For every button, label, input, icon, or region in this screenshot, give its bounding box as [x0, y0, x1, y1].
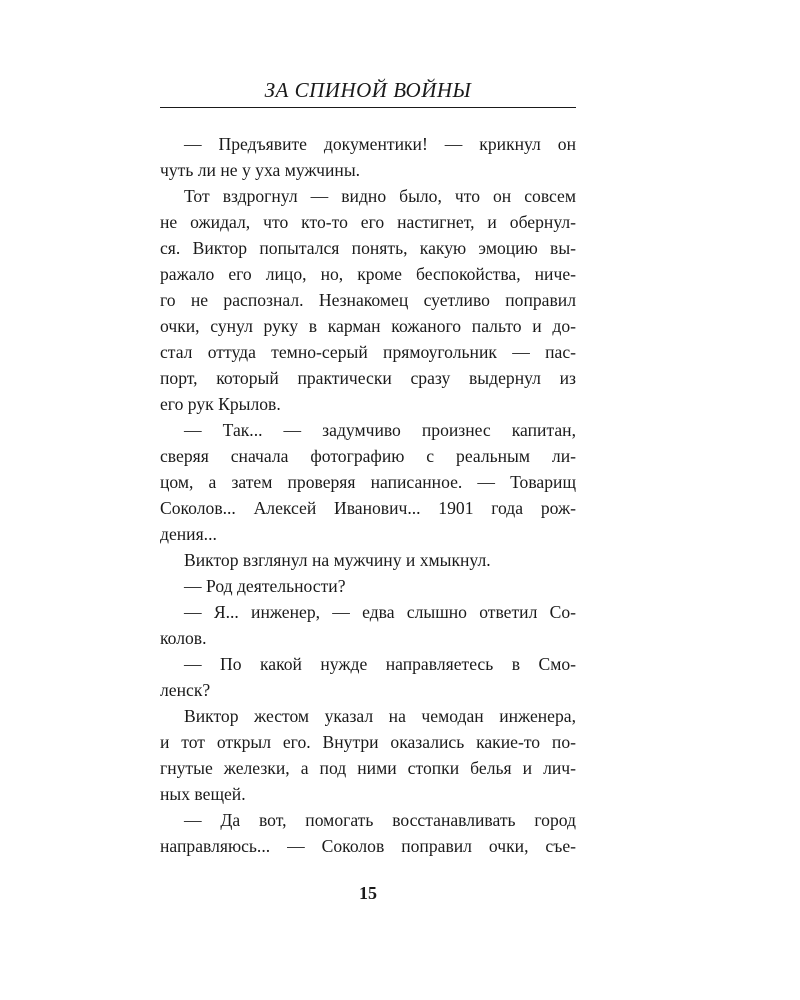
text-line: Виктор взглянул на мужчину и хмыкнул.	[184, 550, 491, 570]
body-text	[160, 131, 576, 859]
text-line: Виктор жестом указал на чемодан инженера,	[184, 706, 576, 726]
page-number: 15	[359, 883, 377, 903]
text-line: — По какой нужде направляетесь в Смо-	[184, 654, 576, 674]
text-line: чуть ли не у уха мужчины.	[160, 160, 361, 180]
text-line: — Да вот, помогать восстанавливать город	[184, 810, 576, 830]
text-line: го не распознал. Незнакомец суетливо поправил	[160, 290, 576, 310]
text-line: порт, который практически сразу выдернул из	[160, 368, 576, 388]
text-line: — Так... — задумчиво произнес капитан,	[184, 420, 576, 440]
text-line: ражало его лицо, но, кроме беспокойства, ниче-	[160, 264, 576, 284]
running-head: ЗА СПИНОЙ ВОЙНЫ	[264, 78, 472, 102]
text-line: ных вещей.	[160, 784, 246, 804]
text-line: его рук Крылов.	[160, 394, 281, 414]
text-line: сверяя сначала фотографию с реальным ли-	[160, 446, 576, 466]
text-line: направляюсь... — Соколов поправил очки, съе-	[160, 836, 576, 856]
text-line: очки, сунул руку в карман кожаного пальто и до-	[160, 316, 576, 336]
header-rule	[160, 107, 576, 108]
text-line: ленск?	[160, 680, 211, 700]
text-line: — Род деятельности?	[184, 576, 346, 596]
text-line: и тот открыл его. Внутри оказались какие-то по-	[160, 732, 576, 752]
text-line: дения...	[160, 524, 217, 544]
text-line: Тот вздрогнул — видно было, что он совсем	[184, 186, 576, 206]
text-line: колов.	[160, 628, 207, 648]
text-line: — Я... инженер, — едва слышно ответил Со-	[184, 602, 576, 622]
text-line: ся. Виктор попытался понять, какую эмоцию вы-	[160, 238, 576, 258]
text-line: — Предъявите документики! — крикнул он	[184, 134, 576, 154]
text-line: Соколов... Алексей Иванович... 1901 года рож-	[160, 498, 576, 518]
text-line: гнутые железки, а под ними стопки белья и лич-	[160, 758, 576, 778]
text-line: стал оттуда темно-серый прямоугольник — пас-	[160, 342, 576, 362]
text-line: не ожидал, что кто-то его настигнет, и обернул-	[160, 212, 576, 232]
text-line: цом, а затем проверяя написанное. — Товарищ	[160, 472, 576, 492]
